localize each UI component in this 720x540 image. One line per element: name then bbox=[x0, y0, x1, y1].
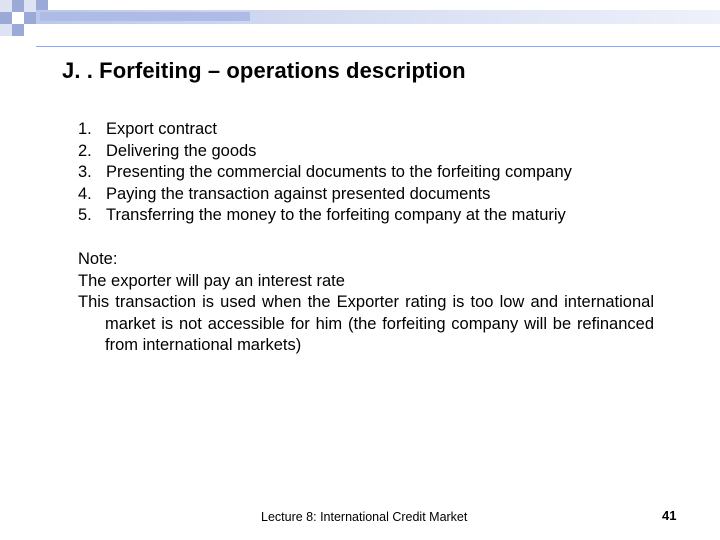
steps-list bbox=[78, 119, 572, 227]
list-item bbox=[78, 119, 572, 141]
step-number: 1. bbox=[78, 120, 92, 138]
step-number: 5. bbox=[78, 206, 92, 224]
step-text: Export contract bbox=[106, 120, 217, 138]
step-text: Transferring the money to the forfeiting company at the maturiy bbox=[106, 206, 566, 224]
footer-text: Lecture 8: International Credit Market bbox=[261, 510, 468, 524]
note-line: The exporter will pay an interest rate bbox=[78, 271, 345, 290]
corner-decoration bbox=[0, 0, 60, 48]
header-divider bbox=[36, 46, 720, 47]
step-number: 4. bbox=[78, 184, 92, 203]
slide-title: J. . Forfeiting – operations description bbox=[62, 58, 466, 83]
note-block bbox=[78, 249, 654, 357]
list-item bbox=[78, 205, 572, 227]
step-text: Presenting the commercial documents to the forfeiting company bbox=[106, 163, 572, 181]
step-number: 3. bbox=[78, 163, 92, 181]
header-band-accent bbox=[40, 12, 250, 21]
list-item bbox=[78, 162, 572, 184]
step-text: Delivering the goods bbox=[106, 141, 257, 160]
list-item bbox=[78, 141, 572, 163]
step-number: 2. bbox=[78, 141, 92, 160]
note-label: Note: bbox=[78, 250, 118, 268]
step-text: Paying the transaction against presented documents bbox=[106, 184, 491, 203]
note-paragraph: This transaction is used when the Exporter rating is too low and international market is not accessible for him (the forfeiting company will be refinanced from international markets) bbox=[78, 293, 654, 354]
page-number: 41 bbox=[662, 508, 677, 523]
list-item bbox=[78, 184, 572, 206]
